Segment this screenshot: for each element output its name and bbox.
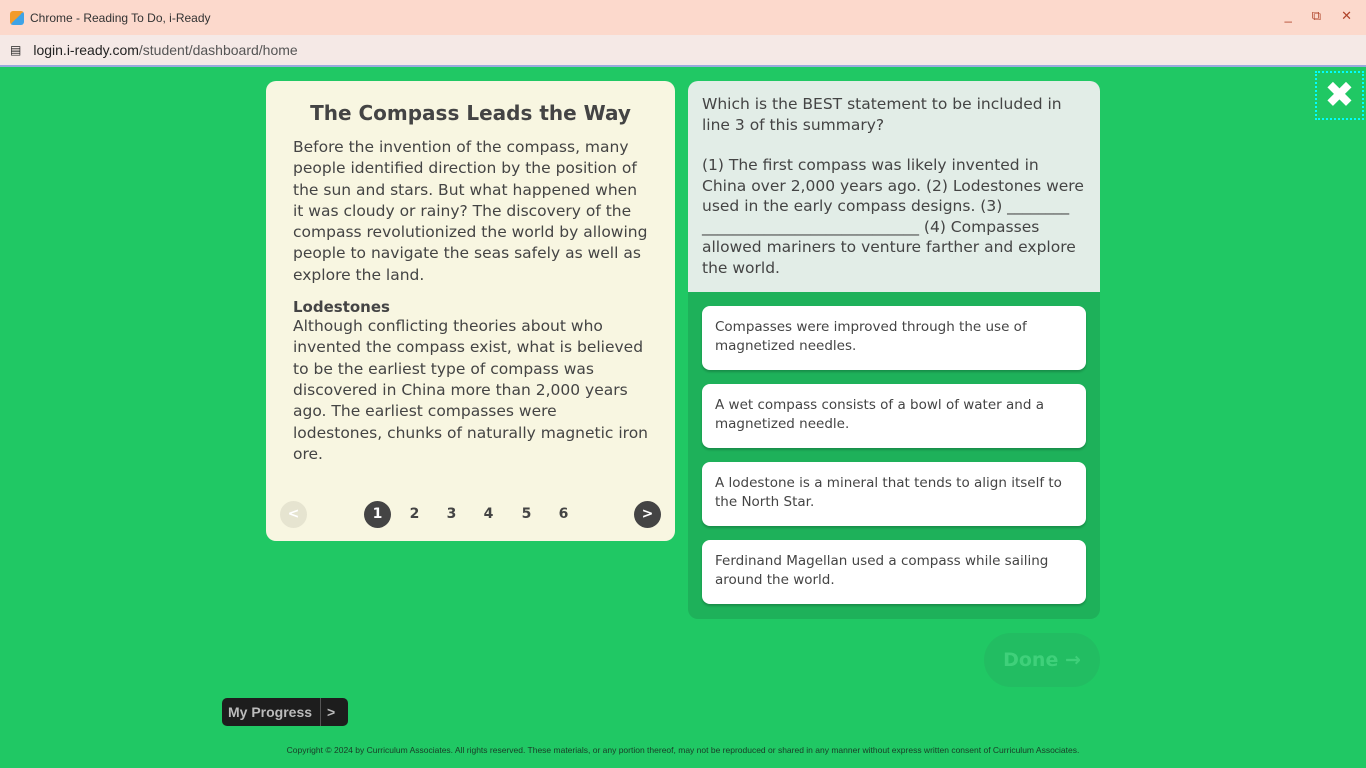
question-summary: (1) The first compass was likely invented in China over 2,000 years ago. (2) Lodestones were used in the early compass designs. (3) ________ ____________________________ (4) Compasses allowed mariners to venture farther and explore the world. bbox=[702, 156, 1084, 277]
window-title: Chrome - Reading To Do, i-Ready bbox=[30, 10, 211, 25]
passage-title: The Compass Leads the Way bbox=[310, 101, 631, 125]
url-path: /student/dashboard/home bbox=[138, 42, 298, 58]
answer-option-3[interactable]: A lodestone is a mineral that tends to align itself to the North Star. bbox=[702, 462, 1086, 526]
pagination bbox=[280, 501, 661, 527]
page-3[interactable]: 3 bbox=[446, 506, 457, 522]
answer-option-1[interactable]: Compasses were improved through the use of magnetized needles. bbox=[702, 306, 1086, 370]
passage-body: Although conflicting theories about who invented the compass exist, what is believed to be the earliest type of compass was discovered in China more than 2,000 years ago. The earliest compasses were lodestones, chunks of naturally magnetic iron ore. bbox=[293, 317, 649, 463]
site-info-icon[interactable]: ▤ bbox=[10, 43, 22, 57]
page-1[interactable]: 1 bbox=[364, 501, 391, 528]
passage-panel bbox=[266, 81, 675, 541]
page-6[interactable]: 6 bbox=[558, 506, 569, 522]
url-domain: login.i-ready.com bbox=[33, 42, 139, 58]
answer-option-2[interactable]: A wet compass consists of a bowl of water and a magnetized needle. bbox=[702, 384, 1086, 448]
section-heading: Lodestones bbox=[293, 298, 390, 317]
app-icon bbox=[10, 11, 24, 25]
question-prompt: Which is the BEST statement to be included in line 3 of this summary? bbox=[702, 95, 1062, 134]
close-window-button[interactable]: ✕ bbox=[1341, 8, 1352, 23]
restore-button[interactable]: ⧉ bbox=[1311, 8, 1322, 23]
passage-intro: Before the invention of the compass, many people identified direction by the position of the sun and stars. But what happened when it was cloudy or rainy? The discovery of the compass revolutionized the world by allowing people to navigate the seas safely as well as explore the land. bbox=[293, 138, 648, 284]
page-5[interactable]: 5 bbox=[521, 506, 532, 522]
page-4[interactable]: 4 bbox=[483, 506, 494, 522]
page-2[interactable]: 2 bbox=[409, 506, 420, 522]
title-bar bbox=[0, 0, 1366, 35]
my-progress-label: My Progress bbox=[222, 698, 321, 726]
address-bar[interactable] bbox=[0, 35, 1366, 67]
my-progress-button[interactable] bbox=[222, 698, 348, 726]
done-button[interactable]: Done → bbox=[984, 633, 1100, 687]
minimize-button[interactable]: _ bbox=[1284, 8, 1292, 23]
next-page-button[interactable]: > bbox=[634, 501, 661, 528]
prev-page-button[interactable]: < bbox=[280, 501, 307, 528]
question-panel bbox=[688, 81, 1100, 619]
chevron-right-icon: > bbox=[327, 704, 336, 720]
answer-option-4[interactable]: Ferdinand Magellan used a compass while sailing around the world. bbox=[702, 540, 1086, 604]
close-lesson-button[interactable]: ✖ bbox=[1315, 71, 1364, 120]
copyright: Copyright © 2024 by Curriculum Associates. All rights reserved. These materials, or any portion thereof, may not be reproduced or shared in any manner without express written consent of Curriculum Associates. bbox=[286, 745, 1080, 755]
